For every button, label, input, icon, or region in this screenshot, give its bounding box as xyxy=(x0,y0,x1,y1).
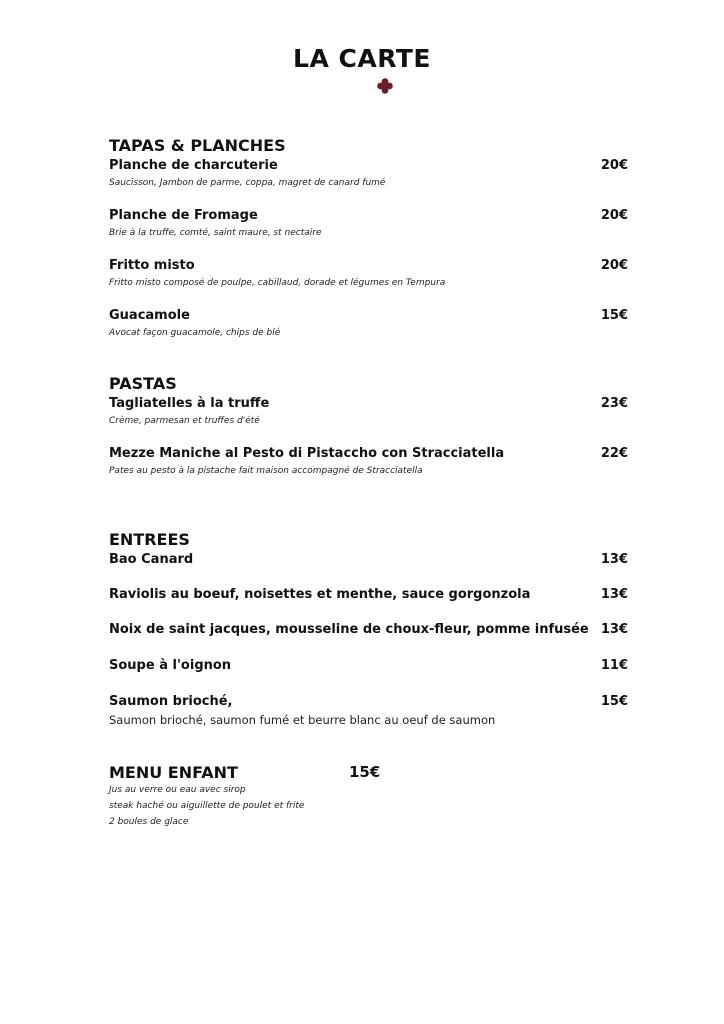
quatrefoil-icon xyxy=(377,78,393,94)
item-name: Saumon brioché, xyxy=(109,694,233,709)
item-description: Avocat façon guacamole, chips de blé xyxy=(109,328,281,338)
section-title-enfant: MENU ENFANT xyxy=(109,763,238,782)
item-description: Saumon brioché, saumon fumé et beurre blanc au oeuf de saumon xyxy=(109,713,496,727)
section-title-tapas: TAPAS & PLANCHES xyxy=(109,136,286,155)
item-name: Bao Canard xyxy=(109,552,194,567)
page-title: LA CARTE xyxy=(293,44,431,73)
item-description: Saucisson, Jambon de parme, coppa, magret de canard fumé xyxy=(109,178,386,188)
item-description: Pates au pesto à la pistache fait maison accompagné de Stracciatella xyxy=(109,466,423,476)
item-price: 15€ xyxy=(600,694,628,709)
item-description: Brie à la truffe, comté, saint maure, st nectaire xyxy=(109,228,322,238)
menu-enfant-line: steak haché ou aiguillette de poulet et frite xyxy=(109,801,305,811)
item-description: Crème, parmesan et truffes d'été xyxy=(109,416,260,426)
section-title-pastas: PASTAS xyxy=(109,374,177,393)
item-price: 15€ xyxy=(600,308,628,323)
item-price: 20€ xyxy=(600,208,628,223)
item-price: 23€ xyxy=(600,396,628,411)
menu-enfant-line: Jus au verre ou eau avec sirop xyxy=(109,785,246,795)
item-name: Fritto misto xyxy=(109,258,195,273)
item-price: 22€ xyxy=(600,446,628,461)
item-name: Soupe à l'oignon xyxy=(109,658,232,673)
item-name: Planche de Fromage xyxy=(109,208,258,223)
section-title-entrees: ENTREES xyxy=(109,530,190,549)
item-price: 20€ xyxy=(600,158,628,173)
item-price: 11€ xyxy=(600,658,628,673)
item-price: 13€ xyxy=(600,622,628,637)
item-price: 13€ xyxy=(600,587,628,602)
item-name: Planche de charcuterie xyxy=(109,158,278,173)
item-name: Noix de saint jacques, mousseline de choux-fleur, pomme infusée xyxy=(109,622,589,637)
item-name: Raviolis au boeuf, noisettes et menthe, sauce gorgonzola xyxy=(109,587,531,602)
item-price: 13€ xyxy=(600,552,628,567)
menu-enfant-price: 15€ xyxy=(349,763,381,781)
item-name: Tagliatelles à la truffe xyxy=(109,396,270,411)
item-price: 20€ xyxy=(600,258,628,273)
menu-enfant-line: 2 boules de glace xyxy=(109,817,189,827)
item-name: Mezze Maniche al Pesto di Pistaccho con Stracciatella xyxy=(109,446,505,461)
item-description: Fritto misto composé de poulpe, cabillaud, dorade et légumes en Tempura xyxy=(109,278,446,288)
item-name: Guacamole xyxy=(109,308,190,323)
